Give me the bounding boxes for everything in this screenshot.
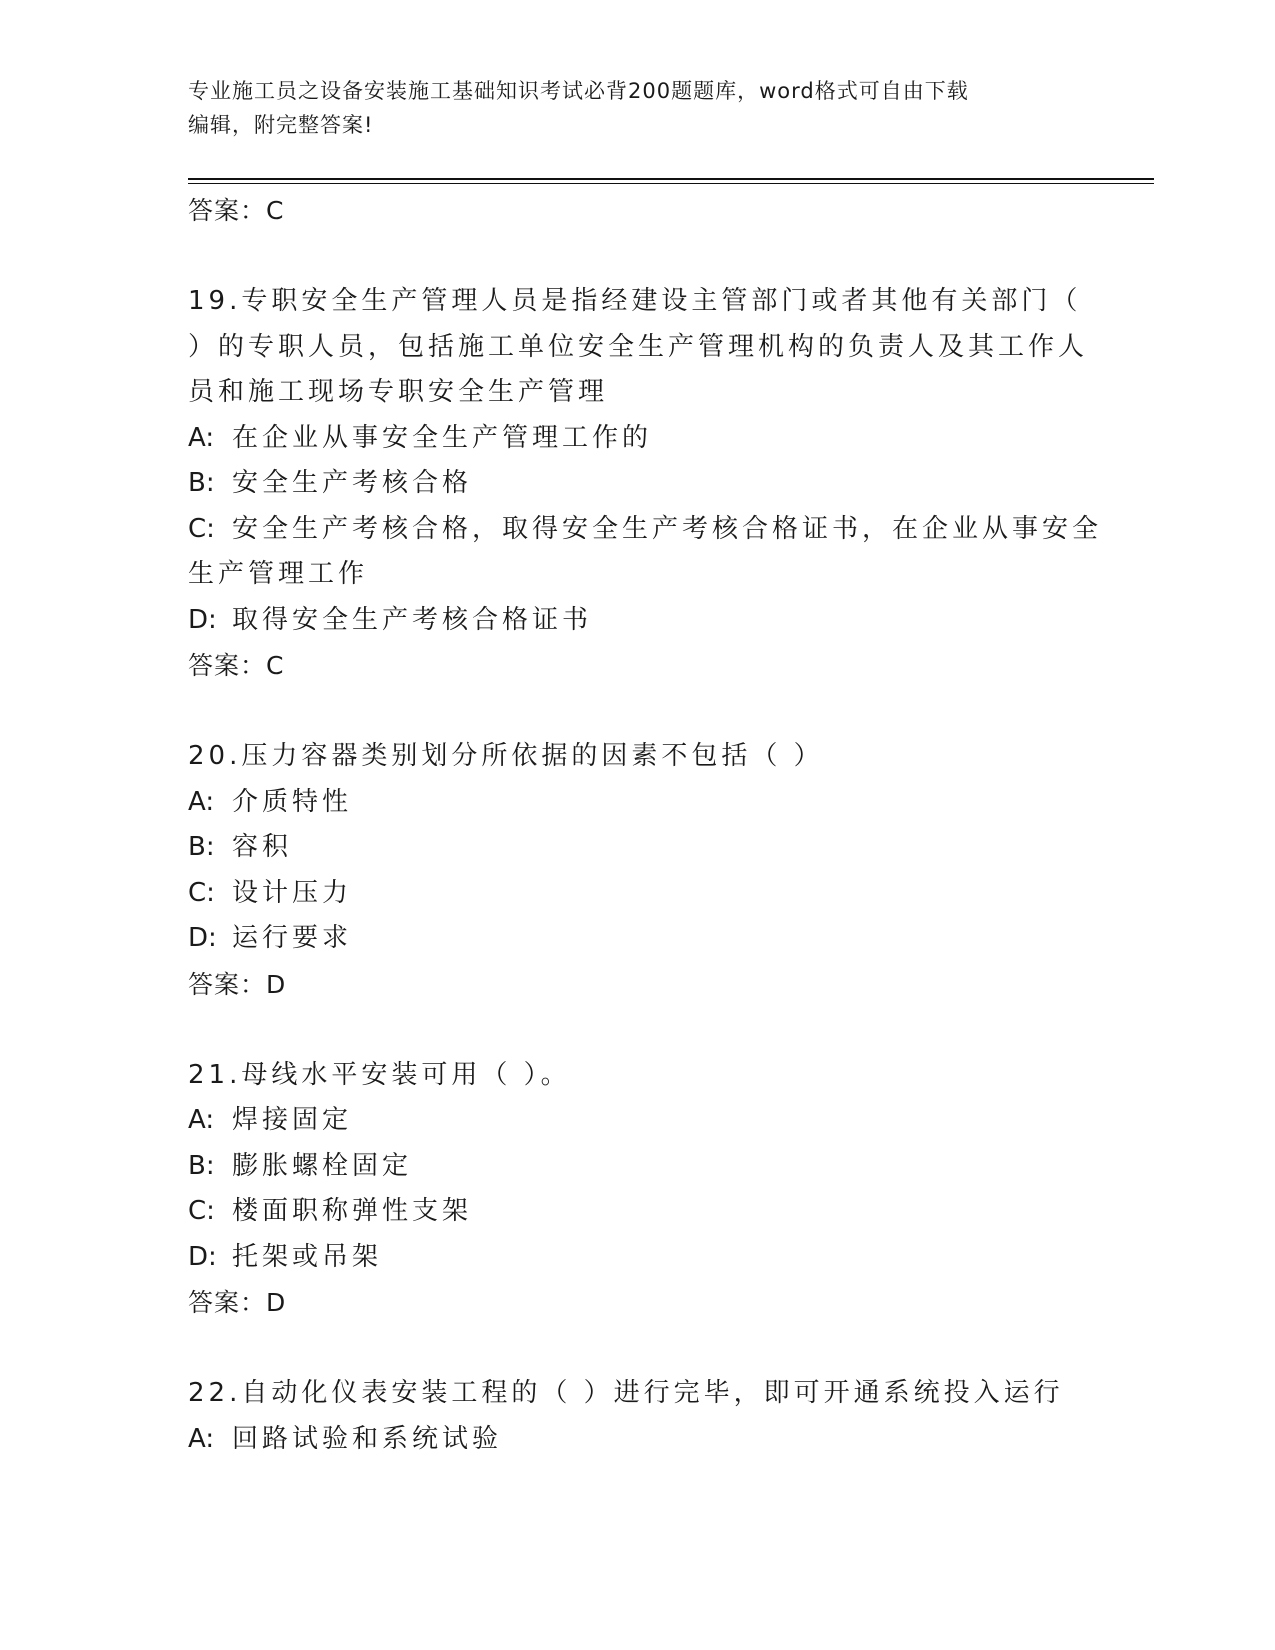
option-key: B: [188,832,215,862]
option-key: D: [188,604,217,635]
option-d [188,598,1108,644]
option-key: B: [188,468,215,498]
question-block [188,1371,1108,1462]
header-line-1: 专业施工员之设备安装施工基础知识考试必背200题题库，word格式可自由下载 [188,79,969,103]
header-line-2: 编辑，附完整答案! [188,113,374,137]
option-b [188,825,1108,871]
spacer [188,1007,1108,1053]
option-a [188,1098,1108,1144]
option-key: A: [188,786,215,817]
option-text: 楼面职称弹性支架 [232,1196,473,1226]
question-text: 22.自动化仪表安装工程的（ ）进行完毕，即可开通系统投入运行 [188,1378,1064,1408]
option-key: C: [188,877,215,908]
option-c [188,1189,1108,1235]
question-text: 20.压力容器类别划分所依据的因素不包括（ ） [188,741,824,771]
questions-container [188,279,1108,1462]
option-text: 取得安全生产考核合格证书 [232,604,593,635]
option-text: 回路试验和系统试验 [232,1423,503,1454]
spacer [188,234,1108,280]
option-text: 安全生产考核合格，取得安全生产考核合格证书，在企业从事安全 [232,513,1103,544]
option-c [188,552,1108,598]
question-list [188,188,1108,1462]
question-text: ）的专职人员，包括施工单位安全生产管理机构的负责人及其工作人 [188,331,1089,362]
option-b [188,461,1108,507]
answer-line: 答案：C [188,196,285,225]
option-d [188,916,1108,962]
question-block [188,734,1108,1053]
option-key: B: [188,1150,215,1181]
option-key: A: [188,1423,215,1454]
option-text: 焊接固定 [232,1105,353,1135]
option-key: D: [188,1241,217,1272]
question-text: 19.专职安全生产管理人员是指经建设主管部门或者其他有关部门（ [188,286,1082,316]
option-text: 运行要求 [232,923,353,953]
spacer [188,689,1108,735]
option-a [188,1417,1108,1463]
option-a [188,780,1108,826]
option-c [188,507,1108,553]
option-text: 安全生产考核合格 [232,468,473,498]
answer-line: 答案：D [188,1288,287,1317]
option-text: 生产管理工作 [188,559,369,589]
option-text: 介质特性 [232,786,353,817]
question-text: 21.母线水平安装可用（ ）。 [188,1059,571,1090]
header-rule-thick [188,178,1154,180]
option-d [188,1235,1108,1281]
question-text: 员和施工现场专职安全生产管理 [188,377,609,407]
option-a [188,416,1108,462]
option-text: 托架或吊架 [232,1241,383,1272]
option-key: A: [188,1105,215,1135]
answer-line: 答案：D [188,969,287,999]
option-c [188,871,1108,917]
question-block [188,1053,1108,1372]
option-text: 设计压力 [232,877,353,908]
option-text: 膨胀螺栓固定 [232,1150,413,1181]
question-block [188,279,1108,734]
option-key: C: [188,513,215,544]
option-key: D: [188,923,217,953]
answer-line: 答案：C [188,651,285,680]
header-rule-thin [188,183,1154,184]
option-key: A: [188,422,215,453]
option-b [188,1144,1108,1190]
option-text: 在企业从事安全生产管理工作的 [232,422,653,453]
option-key: C: [188,1196,215,1226]
spacer [188,1326,1108,1372]
option-text: 容积 [232,832,293,862]
document-header [188,74,1088,142]
